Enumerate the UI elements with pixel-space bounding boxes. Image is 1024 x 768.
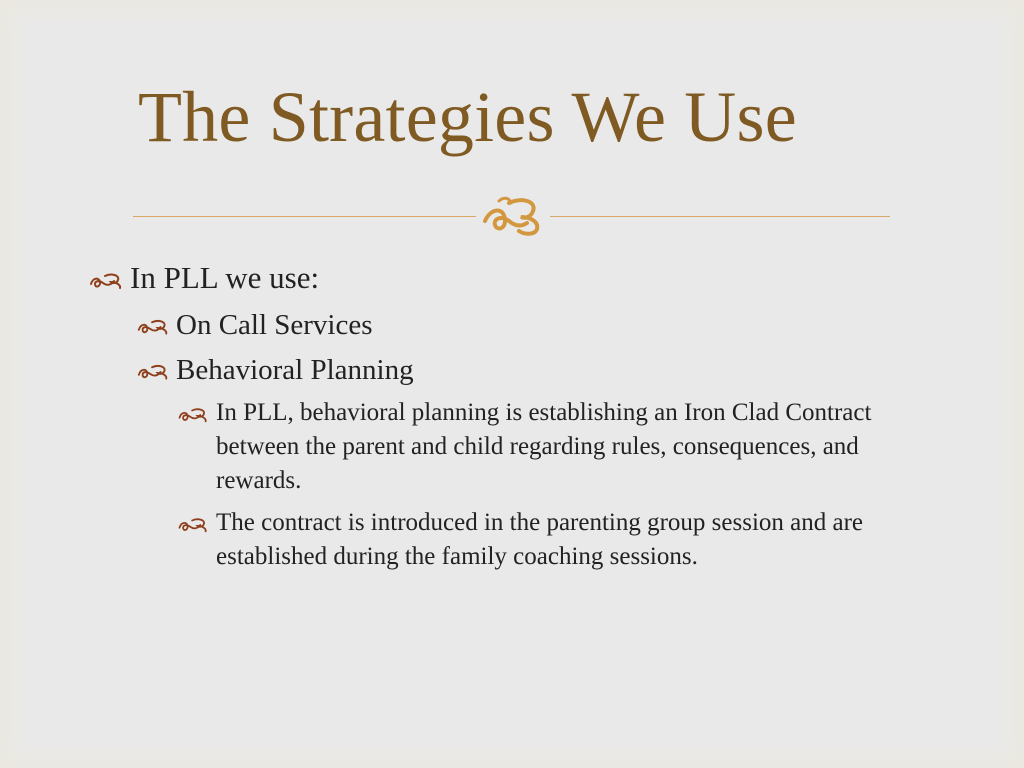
bullet-text: The contract is introduced in the parenting group session and are established during the family coaching sessions.: [216, 509, 864, 570]
flourish-bullet-icon: [88, 271, 124, 291]
bullet-text: In PLL we use:: [130, 260, 320, 295]
flourish-bullet-icon: [136, 317, 170, 337]
flourish-bullet-icon: [176, 406, 210, 424]
bullet-text: In PLL, behavioral planning is establishing an Iron Clad Contract between the parent and child regarding rules, consequences, and rewards.: [216, 399, 872, 494]
bullet-item: [136, 352, 414, 389]
bullet-item: [136, 307, 373, 344]
bullet-text: On Call Services: [176, 309, 373, 341]
bullet-item: [88, 258, 319, 298]
bullet-text: Behavioral Planning: [176, 354, 414, 386]
scroll-flourish-icon: [481, 193, 545, 237]
flourish-bullet-icon: [136, 362, 170, 382]
bullet-item: [176, 506, 936, 574]
slide-title: The Strategies We Use: [138, 77, 797, 157]
bullet-item: [176, 396, 936, 498]
divider-ornament: [476, 190, 550, 240]
flourish-bullet-icon: [176, 516, 210, 534]
